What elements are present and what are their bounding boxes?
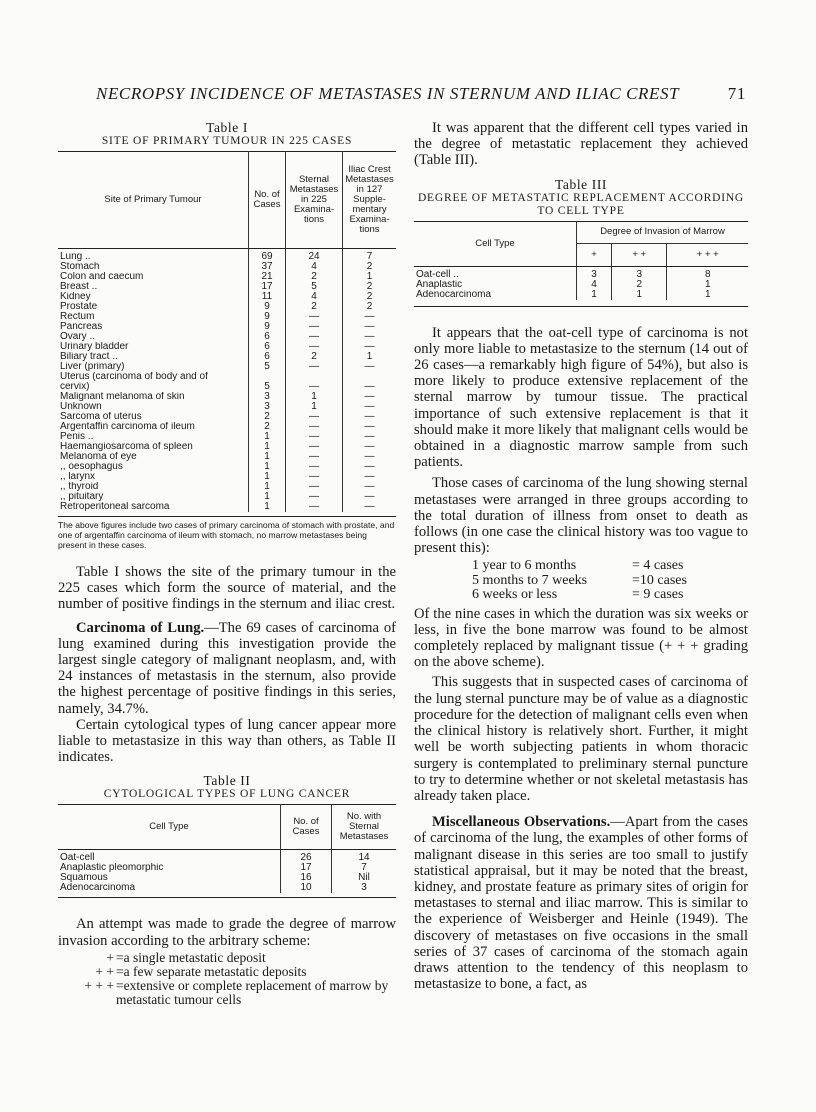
table1-cell-site: Penis .. [60,432,94,442]
table1-cell-sternal: 2 [286,352,343,362]
running-head-title: NECROPSY INCIDENCE OF METASTASES IN STERNUM AND ILIAC CREST [96,84,680,103]
table1-cell-site: Liver (primary) [60,362,125,372]
table1-cell-cases: 2 [249,412,286,422]
table1-cell-site: Melanoma of eye [60,452,137,462]
table-row [58,850,396,864]
table1-header-site: Site of Primary Tumour [104,194,202,205]
table3-cell-g3: 8 [667,266,748,280]
scheme-item [80,951,396,965]
paragraph-oat-cell: It appears that the oat-cell type of carcinoma is not only more liable to metastasize to the sternum (14 out of 26 cases—a remarkably high figure of 54%), but also is more likely to produce extensive replacement of the sternal marrow by tumour tissue. The practical importance of such extensive replacement is that it should make it more likely that malignant cells would be obtained in a diagnostic marrow sample from such patients. [414,324,748,471]
duration-group [472,588,748,602]
table2-cell-cases: 26 [281,850,332,864]
table1-cell-iliac: — [343,342,397,352]
table1-cell-site: ,, larynx [60,472,96,482]
table-row [58,502,396,512]
table1-cell-iliac: — [343,452,397,462]
table1-cell-sternal: 1 [286,402,343,412]
table1-cell-cases: 37 [249,262,286,272]
table1-cell-site: Stomach [60,262,100,272]
table-row [414,266,748,280]
duration-group [472,574,748,588]
table1-cell-iliac: — [343,412,397,422]
table3-cell-g2: 1 [611,290,667,300]
table1-cell-iliac: 1 [343,352,397,362]
table2-header-cases: No. of Cases [281,805,332,850]
paragraph-miscellaneous: Miscellaneous Observations.—Apart from the cases of carcinoma of the lung, the examples of other forms of malignant disease in this series are too small to justify statistical appraisal, but it may be noted that the breast, kidney, and prostate feature as primary sites of origin for metastases to sternal and iliac marrow. This is similar to the experience of Weisberger and Heinle (1949). The discovery of metastases on five occasions in the small series of 37 cases of carcinoma of the stomach again draws attention to the tendency of this neoplasm to metastasize to bone, a fact, as [414,814,748,993]
table3-cell-type: Oat-cell .. [416,268,459,280]
scheme-text: =a few separate metastatic deposits [116,963,307,979]
table2-cell-type: Oat-cell [60,852,95,864]
table1-cell-cases: 1 [249,442,286,452]
table2-header-type: Cell Type [149,821,189,833]
table1-cell-sternal: — [286,342,343,352]
table1-cell-site: Sarcoma of uterus [60,412,142,422]
table2-cell-cases: 10 [281,883,332,893]
table1-cell-sternal: — [286,462,343,472]
table2-cell-type: Anaplastic pleomorphic [60,863,164,874]
table2-cell-sternal: 14 [332,850,397,864]
scheme-text: =a single metastatic deposit [116,949,266,965]
table-row [58,422,396,432]
page-number: 71 [727,84,746,103]
table-row [58,492,396,502]
scheme-text: =extensive or complete replacement of marrow by metastatic tumour cells [116,977,389,1007]
table-row [58,873,396,883]
table-row [58,442,396,452]
table-row [58,352,396,362]
table1-cell-sternal: 1 [286,392,343,402]
table1-cell-iliac: 7 [343,249,397,263]
paragraph-cytological-types: Certain cytological types of lung cancer appear more liable to metastasize in this way than others, as Table II indicates. [58,716,396,766]
table2-header-sternal: No. with Sternal Metastases [332,805,397,850]
table1-cell-cases: 3 [249,392,286,402]
duration-group [472,559,748,573]
table1-cell-site: Haemangiosarcoma of spleen [60,442,193,452]
table2-cell-type: Adenocarcinoma [60,883,136,894]
duration-period: 5 months to 7 weeks [472,572,588,588]
table1-cell-cases: 6 [249,342,286,352]
heading-carcinoma-lung: Carcinoma of Lung. [76,619,205,636]
table1-cell-iliac: — [343,482,397,492]
table1-cell-cases: 1 [249,432,286,442]
duration-period: 1 year to 6 months [472,558,577,574]
table1-cell-site: ,, pituitary [60,492,104,502]
table-row [58,392,396,402]
table1-cell-sternal: 5 [286,282,343,292]
table1-cell-site: Retroperitoneal sarcoma [60,502,170,512]
table1-cell-iliac: — [343,392,397,402]
duration-count: = 9 cases [632,587,684,603]
table1-cell-iliac: 2 [343,282,397,292]
table3-cell-g3: 1 [667,280,748,290]
table1-body [58,249,396,513]
table1-header-iliac: Iliac Crest Metastases in 127 Supple-mentary Examina-tions [343,152,397,249]
table1-cell-site: Ovary .. [60,332,96,342]
table-row [58,472,396,482]
table1-cell-sternal: — [286,412,343,422]
paragraph-suggestion: This suggests that in suspected cases of carcinoma of the lung sternal puncture may be of value as a diagnostic procedure for the detection of malignant cells even when the clinical history is relatively short. Further, it might well be worth subjecting patients in whom thoracic surgery is contemplated to preliminary sternal puncture to try to determine whether or not skeletal metastasis has already taken place. [414,674,748,804]
table1-cell-iliac: — [343,402,397,412]
table3-cell-g3: 1 [667,290,748,300]
table-row [58,249,396,263]
left-column [58,120,396,1007]
table-row [58,362,396,372]
table1-cell-iliac: — [343,422,397,432]
table1-cell-iliac: — [343,362,397,372]
table1-cell-site: ,, oesophagus [60,462,123,472]
table1-cell-sternal: 2 [286,272,343,282]
table1-cell-cases: 1 [249,472,286,482]
table1-header-cases: No. of Cases [249,152,286,249]
table1-cell-sternal: — [286,452,343,462]
table2-cell-sternal: 7 [332,863,397,873]
scheme-item [80,979,396,1007]
table-row [58,282,396,292]
table-row [58,382,396,392]
paragraph-cell-types: It was apparent that the different cell types varied in the degree of metastatic replacement they achieved (Table III). [414,120,748,169]
table-row [414,280,748,290]
table-row [58,412,396,422]
right-column [414,120,748,992]
table1-cell-site: Kidney [60,292,91,302]
table1-cell-sternal: — [286,422,343,432]
table1-cell-sternal: — [286,492,343,502]
table3-cell-g2: 3 [611,266,667,280]
table1-cell-sternal: 24 [286,249,343,263]
table1-cell-site: Colon and caecum [60,272,144,282]
duration-period: 6 weeks or less [472,587,558,603]
paragraph-duration-groups: Those cases of carcinoma of the lung showing sternal metastases were arranged in three groups according to the total duration of illness from onset to death as follows (in one case the clinical history was too vague to present this): [414,475,748,557]
table1-cell-site: Uterus (carcinoma of body and of [60,372,208,382]
table1-cell-cases: 1 [249,502,286,512]
table1-cell-sternal: — [286,472,343,482]
table3-cell-type: Adenocarcinoma [416,289,492,300]
table1-cell-sternal: 2 [286,302,343,312]
table-row [58,482,396,492]
table2 [58,804,396,893]
table1-cell-sternal: — [286,322,343,332]
table-row [58,342,396,352]
table1-cell-site: cervix) [60,382,90,392]
table3-cell-g1: 3 [577,266,612,280]
table2-cell-type: Squamous [60,873,108,884]
table1-cell-sternal: 4 [286,262,343,272]
table-row [58,322,396,332]
table2-cell-sternal: Nil [332,873,397,883]
table1-cell-sternal: — [286,502,343,512]
table1-cell-iliac: — [343,492,397,502]
heading-miscellaneous: Miscellaneous Observations. [432,814,611,831]
table1-cell-cases: 1 [249,492,286,502]
table-row [58,262,396,272]
table3-cell-g2: 2 [611,280,667,290]
table1-cell-cases: 21 [249,272,286,282]
table2-cell-cases: 17 [281,863,332,873]
table-row [58,332,396,342]
table1-cell-site: Malignant melanoma of skin [60,392,185,402]
table1-cell-cases: 6 [249,332,286,342]
paragraph-carcinoma-lung: Carcinoma of Lung.—The 69 cases of carcinoma of lung examined during this investigation provide the largest single category of malignant neoplasm, and, with 24 instances of metastasis in the sternum, also provide the highest percentage of positive findings in this series, namely, 34.7%. [58,619,396,717]
duration-count: = 4 cases [632,558,684,574]
table1-cell-site: Breast .. [60,282,98,292]
table1-cell-cases: 5 [249,382,286,392]
table3-cell-type: Anaplastic [416,279,463,290]
table3-header-g3: + + + [667,244,748,267]
table1-cell-sternal: — [286,382,343,392]
table-row [58,432,396,442]
table1-cell-cases: 9 [249,302,286,312]
paragraph-table1-intro: Table I shows the site of the primary tumour in the 225 cases which form the source of material, and the number of positive findings in the sternum and iliac crest. [58,564,396,613]
table1-cell-iliac: 2 [343,302,397,312]
duration-groups [472,559,748,602]
table1-cell-site: ,, thyroid [60,482,99,492]
table1-cell-cases: 9 [249,322,286,332]
table1-cell-sternal: — [286,332,343,342]
table1-cell-iliac: — [343,312,397,322]
table3-header-group: Degree of Invasion of Marrow [577,221,749,244]
table1-cell-iliac: — [343,382,397,392]
table1-cell-iliac: 1 [343,272,397,282]
table-row [58,452,396,462]
table3-label: Table III [554,176,608,192]
table1-cell-site: Lung .. [60,251,91,262]
table2-body [58,850,396,894]
paragraph-grading-intro: An attempt was made to grade the degree of marrow invasion according to the arbitrary scheme: [58,916,396,949]
table1-cell-cases: 3 [249,402,286,412]
paragraph-nine-cases: Of the nine cases in which the duration was six weeks or less, in five the bone marrow was found to be almost completely replaced by malignant tissue (+ + + grading on the above scheme). [414,605,748,671]
table1-cell-cases: 5 [249,362,286,372]
table3-title: DEGREE OF METASTATIC REPLACEMENT ACCORDING TO CELL TYPE [417,191,745,217]
duration-count: =10 cases [632,572,687,588]
table-row [58,863,396,873]
table1-cell-sternal: — [286,362,343,372]
table1-cell-cases: 6 [249,352,286,362]
table1-cell-sternal: — [286,482,343,492]
table1-cell-sternal: — [286,312,343,322]
table-row [58,272,396,282]
table1-cell-iliac: — [343,472,397,482]
table-row [58,302,396,312]
table1-label: Table I [206,120,248,135]
table1-cell-sternal: — [286,432,343,442]
table1-cell-site: Argentaffin carcinoma of ileum [60,422,195,432]
table1-cell-sternal: 4 [286,292,343,302]
table3-header-g2: + + [611,244,667,267]
table2-cell-cases: 16 [281,873,332,883]
table-row [414,290,748,300]
table3-cell-g1: 4 [577,280,612,290]
table2-title: CYTOLOGICAL TYPES OF LUNG CANCER [103,788,351,801]
table-row [58,402,396,412]
table1-cell-cases: 11 [249,292,286,302]
table-row [58,312,396,322]
grading-scheme [80,951,396,1007]
table1-cell-site: Pancreas [60,322,103,332]
table1-cell-sternal: — [286,442,343,452]
running-head [96,84,746,104]
table1-cell-cases: 1 [249,482,286,492]
table-row [58,292,396,302]
table1-cell-cases: 1 [249,452,286,462]
table3-cell-g1: 1 [577,290,612,300]
table1-header-sternal: Sternal Metastases in 225 Examina-tions [286,152,343,249]
table1-cell-iliac: — [343,332,397,342]
table3-body [414,266,748,300]
table1-cell-iliac: 2 [343,262,397,272]
table1-cell-site: Prostate [60,302,98,312]
table1-cell-site: Unknown [60,402,102,412]
scheme-symbol: + + [95,963,114,979]
table1-cell-cases: 69 [249,249,286,263]
table3 [414,221,748,300]
scheme-symbol: + + + [84,977,114,993]
table1-cell-site: Biliary tract .. [60,352,118,362]
table-row [58,372,396,382]
table-row [58,883,396,893]
table1 [58,151,396,512]
table1-cell-cases: 2 [249,422,286,432]
table3-header-type: Cell Type [414,221,577,266]
table3-header-g1: + [577,244,612,267]
table1-cell-cases: 9 [249,312,286,322]
table1-cell-iliac: — [343,462,397,472]
table2-label: Table II [203,773,251,789]
table1-cell-cases: 17 [249,282,286,292]
scheme-item [80,965,396,979]
table1-cell-iliac: — [343,432,397,442]
table2-cell-sternal: 3 [332,883,397,893]
table1-title: SITE OF PRIMARY TUMOUR IN 225 CASES [101,135,353,147]
scheme-symbol: + [106,949,114,965]
table1-cell-iliac: — [343,322,397,332]
table1-cell-cases: 1 [249,462,286,472]
table1-cell-site: Urinary bladder [60,342,129,352]
table1-footnote: The above figures include two cases of primary carcinoma of stomach with prostate, and one of argentaffin carcinoma of ileum with stomach, no marrow metastases being present in these cases. [58,516,396,550]
table-row [58,462,396,472]
table1-cell-iliac: — [343,502,397,512]
table1-cell-site: Rectum [60,312,95,322]
table1-cell-iliac: — [343,442,397,452]
table1-cell-iliac: 2 [343,292,397,302]
